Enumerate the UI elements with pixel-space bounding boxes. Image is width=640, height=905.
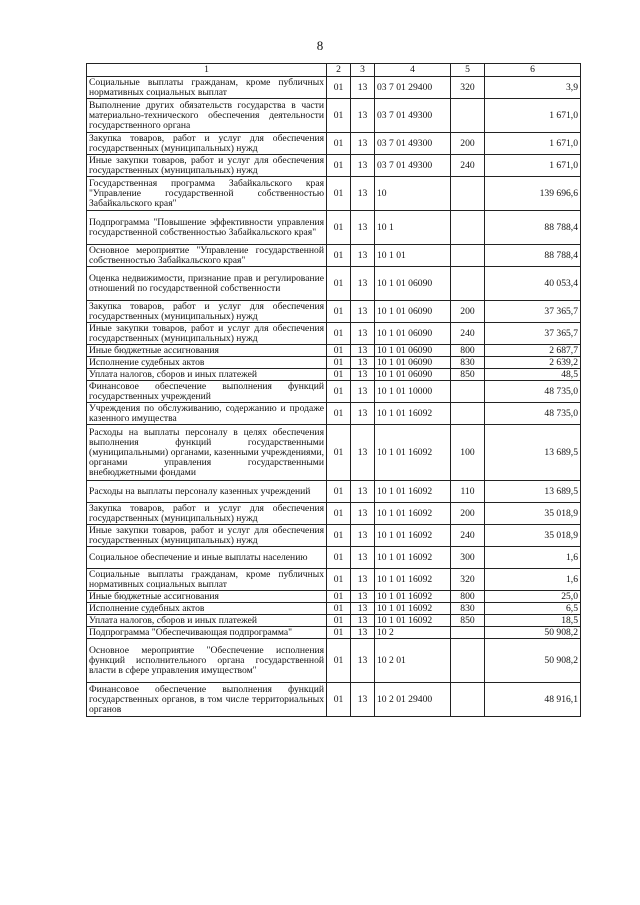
row-target-code: 10 1 01 16092 (375, 547, 451, 569)
row-expense-type: 320 (451, 77, 485, 99)
row-amount: 1,6 (485, 547, 581, 569)
row-name: Основное мероприятие "Управление государственной собственностью Забайкальского края" (87, 245, 327, 267)
row-target-code: 10 1 01 16092 (375, 503, 451, 525)
table-row (87, 155, 581, 177)
row-name: Уплата налогов, сборов и иных платежей (87, 615, 327, 627)
row-ministry-code: 01 (327, 77, 351, 99)
table-row (87, 503, 581, 525)
row-target-code: 03 7 01 49300 (375, 155, 451, 177)
row-ministry-code: 01 (327, 683, 351, 717)
table-row (87, 323, 581, 345)
row-amount: 40 053,4 (485, 267, 581, 301)
row-name: Расходы на выплаты персоналу в целях обеспечения выполнения функций государственными (муниципальными) органами, казенными учреждениями, органами управления государственными внебюджетными фондами (87, 425, 327, 481)
row-target-code: 10 1 01 10000 (375, 381, 451, 403)
row-ministry-code: 01 (327, 211, 351, 245)
row-section-code: 13 (351, 211, 375, 245)
row-expense-type (451, 177, 485, 211)
row-target-code: 10 1 01 16092 (375, 591, 451, 603)
table-row (87, 133, 581, 155)
row-section-code: 13 (351, 267, 375, 301)
row-expense-type: 830 (451, 357, 485, 369)
row-target-code: 10 1 01 16092 (375, 603, 451, 615)
row-target-code: 10 1 01 06090 (375, 301, 451, 323)
row-target-code: 10 1 01 16092 (375, 525, 451, 547)
row-name: Уплата налогов, сборов и иных платежей (87, 369, 327, 381)
table-row (87, 177, 581, 211)
row-amount: 50 908,2 (485, 627, 581, 639)
row-section-code: 13 (351, 425, 375, 481)
row-target-code: 10 2 01 (375, 639, 451, 683)
row-name: Исполнение судебных актов (87, 357, 327, 369)
row-name: Государственная программа Забайкальского края "Управление государственной собственностью Забайкальского края" (87, 177, 327, 211)
row-target-code: 10 1 01 06090 (375, 369, 451, 381)
table-row (87, 403, 581, 425)
row-name: Социальные выплаты гражданам, кроме публичных нормативных социальных выплат (87, 569, 327, 591)
row-name: Исполнение судебных актов (87, 603, 327, 615)
row-ministry-code: 01 (327, 503, 351, 525)
row-amount: 13 689,5 (485, 425, 581, 481)
table-row (87, 211, 581, 245)
row-target-code: 10 1 01 16092 (375, 481, 451, 503)
row-section-code: 13 (351, 547, 375, 569)
row-name: Расходы на выплаты персоналу казенных учреждений (87, 481, 327, 503)
row-section-code: 13 (351, 77, 375, 99)
row-expense-type: 100 (451, 425, 485, 481)
row-section-code: 13 (351, 639, 375, 683)
row-section-code: 13 (351, 525, 375, 547)
row-target-code: 10 1 01 16092 (375, 403, 451, 425)
row-amount: 1 671,0 (485, 99, 581, 133)
row-ministry-code: 01 (327, 133, 351, 155)
row-name: Финансовое обеспечение выполнения функций государственных учреждений (87, 381, 327, 403)
row-target-code: 10 1 01 16092 (375, 425, 451, 481)
row-amount: 48 916,1 (485, 683, 581, 717)
row-ministry-code: 01 (327, 481, 351, 503)
row-name: Выполнение других обязательств государства в части материально-технического обеспечения деятельности государственного органа (87, 99, 327, 133)
row-amount: 88 788,4 (485, 245, 581, 267)
row-amount: 88 788,4 (485, 211, 581, 245)
row-section-code: 13 (351, 683, 375, 717)
row-amount: 50 908,2 (485, 639, 581, 683)
row-ministry-code: 01 (327, 615, 351, 627)
row-amount: 35 018,9 (485, 503, 581, 525)
row-ministry-code: 01 (327, 603, 351, 615)
row-target-code: 03 7 01 49300 (375, 133, 451, 155)
row-section-code: 13 (351, 603, 375, 615)
row-section-code: 13 (351, 345, 375, 357)
row-amount: 48 735,0 (485, 403, 581, 425)
row-expense-type (451, 683, 485, 717)
row-expense-type: 110 (451, 481, 485, 503)
row-amount: 35 018,9 (485, 525, 581, 547)
row-section-code: 13 (351, 481, 375, 503)
row-expense-type: 200 (451, 133, 485, 155)
row-expense-type: 850 (451, 369, 485, 381)
table-row (87, 569, 581, 591)
row-expense-type (451, 627, 485, 639)
table-row (87, 525, 581, 547)
row-amount: 1,6 (485, 569, 581, 591)
table-body (87, 77, 581, 717)
row-ministry-code: 01 (327, 381, 351, 403)
table-row (87, 245, 581, 267)
row-name: Закупка товаров, работ и услуг для обеспечения государственных (муниципальных) нужд (87, 301, 327, 323)
row-target-code: 03 7 01 49300 (375, 99, 451, 133)
row-expense-type (451, 211, 485, 245)
table-row (87, 77, 581, 99)
row-ministry-code: 01 (327, 547, 351, 569)
row-section-code: 13 (351, 323, 375, 345)
row-expense-type (451, 245, 485, 267)
table-row (87, 345, 581, 357)
row-expense-type: 200 (451, 301, 485, 323)
row-target-code: 10 2 01 29400 (375, 683, 451, 717)
table-row (87, 591, 581, 603)
header-col-4: 4 (375, 64, 451, 77)
table-row (87, 639, 581, 683)
row-name: Подпрограмма "Обеспечивающая подпрограмма" (87, 627, 327, 639)
row-expense-type: 240 (451, 323, 485, 345)
table-row (87, 547, 581, 569)
row-expense-type: 240 (451, 155, 485, 177)
row-name: Иные бюджетные ассигнования (87, 591, 327, 603)
row-amount: 25,0 (485, 591, 581, 603)
table-row (87, 267, 581, 301)
row-expense-type: 830 (451, 603, 485, 615)
row-ministry-code: 01 (327, 639, 351, 683)
row-target-code: 10 2 (375, 627, 451, 639)
table-row (87, 683, 581, 717)
row-section-code: 13 (351, 403, 375, 425)
row-amount: 1 671,0 (485, 155, 581, 177)
table-row (87, 301, 581, 323)
table-row (87, 99, 581, 133)
row-target-code: 10 1 01 06090 (375, 267, 451, 301)
row-expense-type (451, 639, 485, 683)
row-section-code: 13 (351, 381, 375, 403)
row-expense-type (451, 381, 485, 403)
row-section-code: 13 (351, 301, 375, 323)
row-expense-type: 240 (451, 525, 485, 547)
table-row (87, 357, 581, 369)
row-name: Иные закупки товаров, работ и услуг для обеспечения государственных (муниципальных) нужд (87, 323, 327, 345)
row-amount: 13 689,5 (485, 481, 581, 503)
row-ministry-code: 01 (327, 155, 351, 177)
row-amount: 18,5 (485, 615, 581, 627)
row-expense-type (451, 99, 485, 133)
row-section-code: 13 (351, 177, 375, 211)
row-target-code: 03 7 01 29400 (375, 77, 451, 99)
row-amount: 2 639,2 (485, 357, 581, 369)
row-section-code: 13 (351, 369, 375, 381)
header-col-2: 2 (327, 64, 351, 77)
row-name: Иные закупки товаров, работ и услуг для обеспечения государственных (муниципальных) нужд (87, 525, 327, 547)
table-row (87, 627, 581, 639)
header-col-3: 3 (351, 64, 375, 77)
row-ministry-code: 01 (327, 245, 351, 267)
row-ministry-code: 01 (327, 323, 351, 345)
row-name: Иные закупки товаров, работ и услуг для обеспечения государственных (муниципальных) нужд (87, 155, 327, 177)
row-section-code: 13 (351, 357, 375, 369)
row-section-code: 13 (351, 155, 375, 177)
header-col-1: 1 (87, 64, 327, 77)
row-ministry-code: 01 (327, 345, 351, 357)
row-section-code: 13 (351, 245, 375, 267)
row-expense-type: 800 (451, 345, 485, 357)
row-amount: 48 735,0 (485, 381, 581, 403)
row-name: Основное мероприятие "Обеспечение исполнения функций исполнительного органа государственной власти в сфере управления имуществом" (87, 639, 327, 683)
row-amount: 48,5 (485, 369, 581, 381)
table-header-row (87, 64, 581, 77)
row-expense-type (451, 403, 485, 425)
table-row (87, 381, 581, 403)
row-section-code: 13 (351, 99, 375, 133)
row-expense-type: 200 (451, 503, 485, 525)
row-ministry-code: 01 (327, 591, 351, 603)
row-section-code: 13 (351, 133, 375, 155)
row-expense-type: 320 (451, 569, 485, 591)
row-target-code: 10 1 01 16092 (375, 569, 451, 591)
row-section-code: 13 (351, 591, 375, 603)
table-row (87, 369, 581, 381)
row-target-code: 10 1 (375, 211, 451, 245)
row-expense-type: 300 (451, 547, 485, 569)
row-amount: 6,5 (485, 603, 581, 615)
row-expense-type (451, 267, 485, 301)
row-amount: 37 365,7 (485, 323, 581, 345)
row-ministry-code: 01 (327, 177, 351, 211)
row-ministry-code: 01 (327, 425, 351, 481)
row-ministry-code: 01 (327, 525, 351, 547)
row-amount: 1 671,0 (485, 133, 581, 155)
row-target-code: 10 1 01 (375, 245, 451, 267)
table-row (87, 603, 581, 615)
row-amount: 3,9 (485, 77, 581, 99)
row-name: Социальное обеспечение и иные выплаты населению (87, 547, 327, 569)
row-ministry-code: 01 (327, 627, 351, 639)
table-row (87, 425, 581, 481)
row-ministry-code: 01 (327, 569, 351, 591)
row-expense-type: 850 (451, 615, 485, 627)
row-target-code: 10 1 01 06090 (375, 345, 451, 357)
row-name: Закупка товаров, работ и услуг для обеспечения государственных (муниципальных) нужд (87, 133, 327, 155)
row-section-code: 13 (351, 503, 375, 525)
row-expense-type: 800 (451, 591, 485, 603)
row-target-code: 10 1 01 06090 (375, 323, 451, 345)
row-name: Социальные выплаты гражданам, кроме публичных нормативных социальных выплат (87, 77, 327, 99)
header-col-5: 5 (451, 64, 485, 77)
row-name: Учреждения по обслуживанию, содержанию и продаже казенного имущества (87, 403, 327, 425)
row-amount: 139 696,6 (485, 177, 581, 211)
row-name: Иные бюджетные ассигнования (87, 345, 327, 357)
row-target-code: 10 (375, 177, 451, 211)
row-ministry-code: 01 (327, 403, 351, 425)
row-name: Закупка товаров, работ и услуг для обеспечения государственных (муниципальных) нужд (87, 503, 327, 525)
row-ministry-code: 01 (327, 99, 351, 133)
row-target-code: 10 1 01 16092 (375, 615, 451, 627)
row-ministry-code: 01 (327, 357, 351, 369)
row-name: Подпрограмма "Повышение эффективности управления государственной собственностью Забайкальского края" (87, 211, 327, 245)
header-col-6: 6 (485, 64, 581, 77)
page-number: 8 (316, 38, 324, 53)
row-amount: 37 365,7 (485, 301, 581, 323)
budget-table (86, 63, 581, 717)
row-section-code: 13 (351, 627, 375, 639)
row-ministry-code: 01 (327, 301, 351, 323)
row-target-code: 10 1 01 06090 (375, 357, 451, 369)
row-section-code: 13 (351, 615, 375, 627)
table-row (87, 481, 581, 503)
row-amount: 2 687,7 (485, 345, 581, 357)
row-section-code: 13 (351, 569, 375, 591)
table-row (87, 615, 581, 627)
row-ministry-code: 01 (327, 369, 351, 381)
row-name: Оценка недвижимости, признание прав и регулирование отношений по государственной собственности (87, 267, 327, 301)
row-ministry-code: 01 (327, 267, 351, 301)
row-name: Финансовое обеспечение выполнения функций государственных органов, в том числе территориальных органов (87, 683, 327, 717)
